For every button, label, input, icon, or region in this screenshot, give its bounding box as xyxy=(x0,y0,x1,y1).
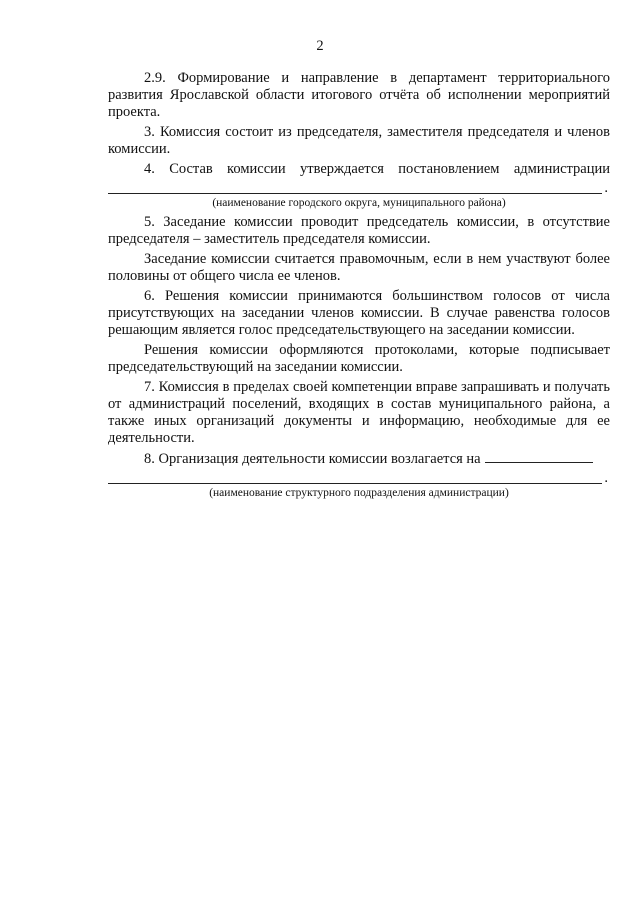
caption-municipality: (наименование городского округа, муниципального района) xyxy=(212,197,506,209)
paragraph-5-quorum: Заседание комиссии считается правомочным, если в нем участвуют более половины от общего числа ее членов. xyxy=(108,251,610,284)
paragraph-6-protocols: Решения комиссии оформляются протоколами, которые подписывает председательствующий на заседании комиссии. xyxy=(108,342,610,375)
line-end-period-2: . xyxy=(604,470,608,486)
document-body xyxy=(108,70,610,504)
fill-in-blank-short xyxy=(485,450,593,463)
fill-in-line-department xyxy=(108,470,608,486)
paragraph-5: 5. Заседание комиссии проводит председатель комиссии, в отсутствие председателя – заместитель председателя комиссии. xyxy=(108,214,610,247)
line-end-period: . xyxy=(604,180,608,196)
paragraph-2-9: 2.9. Формирование и направление в департамент территориального развития Ярославской области итогового отчёта об исполнении мероприятий проекта. xyxy=(108,70,610,120)
paragraph-4: 4. Состав комиссии утверждается постановлением администрации xyxy=(144,161,610,177)
caption-department: (наименование структурного подразделения администрации) xyxy=(209,487,509,499)
paragraph-8-text: 8. Организация деятельности комиссии возлагается на xyxy=(144,451,481,467)
fill-in-line-municipality xyxy=(108,180,608,196)
paragraph-6: 6. Решения комиссии принимаются большинством голосов от числа присутствующих на заседании членов комиссии. В случае равенства голосов решающим является голос председательствующего на заседании комиссии. xyxy=(108,288,610,338)
page-number: 2 xyxy=(316,38,324,54)
paragraph-8 xyxy=(108,450,610,468)
paragraph-7: 7. Комиссия в пределах своей компетенции вправе запрашивать и получать от администраций поселений, входящих в состав муниципального района, а также иных организаций документы и информацию, необходимые для ее деятельности. xyxy=(108,379,610,446)
paragraph-3: 3. Комиссия состоит из председателя, заместителя председателя и членов комиссии. xyxy=(108,124,610,157)
